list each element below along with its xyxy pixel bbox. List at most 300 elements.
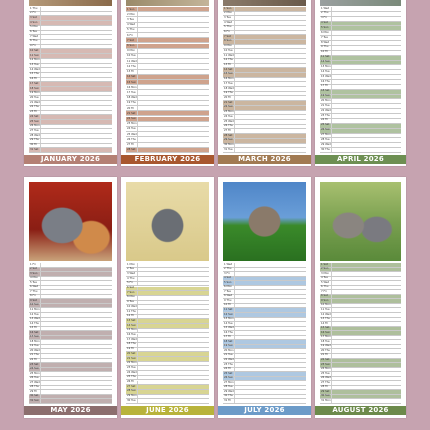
day-label: 7 Wed <box>30 34 39 38</box>
day-label: 13 Sat <box>127 318 136 322</box>
day-label: 25 Sun <box>30 119 40 123</box>
column-divider <box>331 99 332 103</box>
day-label: 26 Thu <box>127 137 136 141</box>
day-row <box>126 148 209 153</box>
day-label: 7 Tue <box>224 289 231 293</box>
day-label: 5 Sun <box>224 280 232 284</box>
day-label: 3 Fri <box>321 16 327 20</box>
day-label: 5 Sun <box>321 25 329 29</box>
day-label: 29 Mon <box>127 394 137 398</box>
day-label: 6 Mon <box>224 285 232 289</box>
day-label: 27 Fri <box>127 143 135 147</box>
column-divider <box>331 75 332 79</box>
day-label: 25 Wed <box>224 119 234 123</box>
column-divider <box>234 308 235 312</box>
column-divider <box>234 299 235 303</box>
dog-photo <box>223 0 306 6</box>
column-divider <box>40 263 41 267</box>
day-label: 13 Mon <box>321 64 331 68</box>
day-label: 14 Fri <box>321 321 329 325</box>
column-divider <box>331 268 332 272</box>
column-divider <box>331 85 332 89</box>
day-label: 25 Wed <box>127 132 137 136</box>
day-label: 22 Sat <box>321 358 330 362</box>
column-divider <box>331 304 332 308</box>
column-divider <box>331 318 332 322</box>
day-label: 17 Tue <box>127 90 136 94</box>
day-label: 25 Sat <box>321 123 330 127</box>
day-label: 21 Tue <box>224 353 233 357</box>
month-card-february <box>121 0 214 166</box>
column-divider <box>137 38 138 42</box>
day-label: 11 Tue <box>321 307 330 311</box>
day-label: 17 Mon <box>321 335 331 339</box>
column-divider <box>137 90 138 94</box>
column-divider <box>331 345 332 349</box>
column-divider <box>331 129 332 133</box>
day-label: 19 Sun <box>224 344 234 348</box>
column-divider <box>137 338 138 342</box>
day-label: 19 Sun <box>321 94 331 98</box>
column-divider <box>40 363 41 367</box>
day-label: 8 Wed <box>321 40 330 44</box>
day-label: 11 Thu <box>127 309 136 313</box>
column-divider <box>40 78 41 82</box>
day-label: 29 Sat <box>321 389 330 393</box>
day-label: 14 Sun <box>127 323 137 327</box>
day-label: 14 Thu <box>30 321 39 325</box>
column-divider <box>40 68 41 72</box>
column-divider <box>40 106 41 110</box>
day-label: 24 Sun <box>30 367 40 371</box>
column-divider <box>234 54 235 58</box>
column-divider <box>137 75 138 79</box>
day-label: 31 Sun <box>30 398 40 402</box>
day-label: 16 Sun <box>321 330 331 334</box>
day-label: 16 Mon <box>224 77 234 81</box>
column-divider <box>40 35 41 39</box>
day-label: 22 Wed <box>321 108 331 112</box>
column-divider <box>137 122 138 126</box>
column-divider <box>331 377 332 381</box>
day-label: 20 Mon <box>321 98 331 102</box>
month-label: AUGUST 2026 <box>315 406 406 415</box>
column-divider <box>234 87 235 91</box>
day-label: 16 Thu <box>321 79 330 83</box>
day-label: 6 Fri <box>224 30 230 34</box>
day-label: 1 Sun <box>127 7 135 11</box>
column-divider <box>137 376 138 380</box>
day-label: 9 Tue <box>127 300 134 304</box>
column-divider <box>137 132 138 136</box>
day-label: 30 Thu <box>321 147 330 151</box>
column-divider <box>40 272 41 276</box>
day-label: 6 Tue <box>30 30 37 34</box>
dog-photo <box>126 182 209 261</box>
day-label: 19 Fri <box>127 347 135 351</box>
day-label: 7 Sun <box>127 290 135 294</box>
day-label: 1 Sat <box>321 262 328 266</box>
day-label: 25 Mon <box>30 371 40 375</box>
day-label: 30 Tue <box>127 398 136 402</box>
day-label: 6 Sat <box>127 286 134 289</box>
day-label: 25 Thu <box>127 375 136 379</box>
day-label: 1 Wed <box>224 262 233 266</box>
column-divider <box>40 21 41 25</box>
column-divider <box>331 65 332 69</box>
column-divider <box>234 345 235 349</box>
day-label: 16 Mon <box>127 85 137 89</box>
day-label: 25 Tue <box>321 371 330 375</box>
day-label: 3 Fri <box>224 271 230 275</box>
day-label: 1 Fri <box>30 262 36 266</box>
day-label: 9 Sun <box>321 298 329 302</box>
dog-photo <box>320 182 401 261</box>
column-divider <box>234 318 235 322</box>
day-label: 12 Tue <box>30 312 39 316</box>
day-rows <box>320 7 401 153</box>
dog-photo <box>29 182 112 261</box>
column-divider <box>331 322 332 326</box>
day-label: 23 Tue <box>127 365 136 369</box>
day-label: 20 Fri <box>127 106 135 110</box>
day-label: 15 Sat <box>321 326 330 330</box>
column-divider <box>234 363 235 367</box>
day-label: 4 Sun <box>30 20 38 24</box>
column-divider <box>40 386 41 390</box>
day-label: 26 Mon <box>30 124 40 128</box>
day-label: 27 Fri <box>224 128 232 132</box>
day-label: 3 Wed <box>127 271 136 275</box>
day-label: 7 Fri <box>321 289 327 293</box>
day-label: 22 Wed <box>224 358 234 362</box>
month-label: JULY 2026 <box>218 406 311 415</box>
day-label: 9 Thu <box>321 45 329 49</box>
day-label: 27 Mon <box>224 380 234 384</box>
day-label: 20 Mon <box>224 348 234 352</box>
day-row <box>223 399 306 404</box>
day-label: 9 Mon <box>127 49 135 53</box>
month-card-march <box>218 0 311 166</box>
day-label: 17 Fri <box>321 84 329 88</box>
day-label: 10 Fri <box>224 303 232 307</box>
column-divider <box>331 359 332 363</box>
day-label: 15 Sun <box>127 80 137 84</box>
column-divider <box>234 45 235 49</box>
day-label: 18 Mon <box>30 339 40 343</box>
column-divider <box>234 68 235 72</box>
day-label: 15 Wed <box>224 326 234 330</box>
day-label: 12 Sun <box>224 312 234 316</box>
day-label: 26 Thu <box>224 124 233 128</box>
column-divider <box>40 92 41 96</box>
column-divider <box>234 16 235 20</box>
day-label: 4 Sat <box>321 21 328 25</box>
column-divider <box>234 272 235 276</box>
column-divider <box>40 395 41 399</box>
column-divider <box>234 82 235 86</box>
column-divider <box>331 95 332 99</box>
day-label: 29 Sun <box>224 138 234 142</box>
column-divider <box>40 96 41 100</box>
column-divider <box>331 138 332 142</box>
column-divider <box>331 336 332 340</box>
day-label: 15 Sun <box>224 72 234 76</box>
column-divider <box>40 101 41 105</box>
column-divider <box>331 124 332 128</box>
column-divider <box>331 7 332 11</box>
column-divider <box>40 139 41 143</box>
column-divider <box>40 73 41 77</box>
day-label: 18 Sat <box>224 339 233 343</box>
day-label: 9 Fri <box>30 44 36 48</box>
day-label: 13 Thu <box>321 317 330 321</box>
day-label: 21 Thu <box>30 353 39 357</box>
day-label: 2 Mon <box>127 12 135 16</box>
day-label: 21 Sat <box>127 111 136 115</box>
column-divider <box>234 148 235 152</box>
column-divider <box>137 101 138 105</box>
day-label: 23 Fri <box>30 110 38 114</box>
column-divider <box>40 308 41 312</box>
column-divider <box>40 26 41 30</box>
day-label: 17 Sun <box>30 335 40 339</box>
column-divider <box>234 64 235 68</box>
column-divider <box>40 322 41 326</box>
column-divider <box>331 109 332 113</box>
column-divider <box>234 304 235 308</box>
column-divider <box>40 299 41 303</box>
column-divider <box>234 78 235 82</box>
column-divider <box>137 371 138 375</box>
column-divider <box>137 263 138 267</box>
day-label: 29 Fri <box>30 389 38 393</box>
column-divider <box>234 35 235 39</box>
column-divider <box>40 49 41 53</box>
column-divider <box>331 368 332 372</box>
column-divider <box>137 282 138 286</box>
day-label: 8 Sun <box>127 44 135 47</box>
column-divider <box>234 331 235 335</box>
column-divider <box>331 281 332 285</box>
column-divider <box>137 137 138 141</box>
day-label: 16 Fri <box>30 77 38 81</box>
column-divider <box>137 111 138 115</box>
day-label: 19 Thu <box>127 101 136 105</box>
column-divider <box>331 56 332 60</box>
day-label: 10 Tue <box>127 54 136 58</box>
day-row <box>320 399 401 404</box>
day-row <box>320 148 401 153</box>
day-label: 15 Fri <box>30 326 38 330</box>
column-divider <box>40 354 41 358</box>
column-divider <box>40 281 41 285</box>
column-divider <box>331 390 332 394</box>
column-divider <box>234 286 235 290</box>
day-label: 24 Wed <box>127 370 137 374</box>
day-label: 13 Wed <box>30 317 40 321</box>
day-label: 19 Mon <box>30 91 40 95</box>
column-divider <box>137 334 138 338</box>
month-card-july <box>218 177 311 418</box>
day-rows <box>126 263 209 404</box>
day-label: 13 Tue <box>30 63 39 67</box>
column-divider <box>40 372 41 376</box>
day-label: 15 Thu <box>30 72 39 76</box>
column-divider <box>137 12 138 16</box>
column-divider <box>331 290 332 294</box>
column-divider <box>331 119 332 123</box>
column-divider <box>331 399 332 403</box>
day-label: 2 Thu <box>321 11 329 15</box>
day-label: 21 Wed <box>30 100 40 104</box>
day-label: 14 Sat <box>127 75 136 79</box>
month-card-january <box>24 0 117 166</box>
day-label: 21 Sat <box>224 100 233 104</box>
column-divider <box>234 129 235 133</box>
day-label: 3 Tue <box>127 17 134 21</box>
column-divider <box>137 343 138 347</box>
day-label: 6 Mon <box>321 30 329 34</box>
day-label: 13 Fri <box>127 70 135 74</box>
day-label: 15 Wed <box>321 74 331 78</box>
day-label: 31 Tue <box>224 147 233 151</box>
day-label: 18 Wed <box>224 86 234 90</box>
column-divider <box>40 336 41 340</box>
day-label: 4 Tue <box>321 276 328 280</box>
day-label: 7 Sat <box>224 34 231 38</box>
day-label: 11 Wed <box>127 59 137 63</box>
day-label: 2 Fri <box>30 11 36 15</box>
day-label: 28 Sat <box>127 148 136 152</box>
day-label: 5 Thu <box>127 28 135 32</box>
day-label: 30 Mon <box>224 143 234 147</box>
day-label: 26 Sun <box>321 128 331 132</box>
column-divider <box>137 385 138 389</box>
column-divider <box>331 17 332 21</box>
column-divider <box>234 101 235 105</box>
day-label: 29 Wed <box>224 389 234 393</box>
column-divider <box>331 70 332 74</box>
month-label: JUNE 2026 <box>121 406 214 415</box>
column-divider <box>40 144 41 148</box>
column-divider <box>331 51 332 55</box>
day-label: 20 Fri <box>224 95 232 99</box>
column-divider <box>331 22 332 26</box>
day-label: 28 Tue <box>321 137 330 141</box>
day-label: 17 Fri <box>224 335 232 339</box>
day-label: 7 Tue <box>321 35 328 39</box>
column-divider <box>137 366 138 370</box>
day-label: 27 Sat <box>127 384 136 388</box>
column-divider <box>137 17 138 21</box>
column-divider <box>234 390 235 394</box>
column-divider <box>234 263 235 267</box>
column-divider <box>40 327 41 331</box>
day-label: 1 Mon <box>127 262 135 266</box>
day-label: 24 Fri <box>321 118 329 122</box>
day-label: 6 Fri <box>127 33 133 37</box>
column-divider <box>40 286 41 290</box>
day-label: 8 Fri <box>30 294 36 298</box>
day-label: 11 Wed <box>224 53 234 57</box>
column-divider <box>234 144 235 148</box>
day-row <box>223 148 306 153</box>
column-divider <box>40 115 41 119</box>
column-divider <box>234 377 235 381</box>
day-label: 6 Thu <box>321 285 329 289</box>
day-label: 23 Thu <box>321 113 330 117</box>
day-label: 7 Thu <box>30 289 38 293</box>
day-label: 16 Tue <box>127 333 136 336</box>
day-label: 14 Tue <box>321 69 330 73</box>
month-label: APRIL 2026 <box>315 155 406 164</box>
day-label: 28 Sun <box>127 389 137 393</box>
day-label: 22 Mon <box>127 361 137 365</box>
column-divider <box>234 359 235 363</box>
day-rows <box>223 7 306 153</box>
column-divider <box>331 395 332 399</box>
column-divider <box>40 31 41 35</box>
day-label: 11 Sun <box>30 53 40 57</box>
column-divider <box>137 352 138 356</box>
day-label: 3 Mon <box>321 271 329 275</box>
day-label: 28 Fri <box>321 385 329 389</box>
day-label: 18 Thu <box>127 342 136 346</box>
day-label: 24 Tue <box>127 127 136 131</box>
day-label: 30 Sun <box>321 394 331 398</box>
column-divider <box>331 134 332 138</box>
column-divider <box>137 33 138 37</box>
day-label: 28 Sat <box>224 133 233 137</box>
column-divider <box>40 345 41 349</box>
day-label: 18 Tue <box>321 339 330 343</box>
day-label: 27 Wed <box>30 380 40 384</box>
day-label: 23 Mon <box>224 110 234 114</box>
day-row <box>126 399 209 404</box>
column-divider <box>331 143 332 147</box>
column-divider <box>331 386 332 390</box>
column-divider <box>137 399 138 403</box>
day-label: 9 Thu <box>224 298 232 302</box>
day-label: 24 Tue <box>224 114 233 118</box>
column-divider <box>137 117 138 121</box>
day-label: 5 Fri <box>127 281 133 285</box>
day-label: 13 Mon <box>224 317 234 321</box>
column-divider <box>234 349 235 353</box>
column-divider <box>234 40 235 44</box>
day-label: 28 Thu <box>30 385 39 389</box>
column-divider <box>331 313 332 317</box>
column-divider <box>40 268 41 272</box>
day-label: 4 Mon <box>30 276 38 280</box>
day-label: 26 Wed <box>321 376 331 380</box>
day-label: 26 Tue <box>30 376 39 380</box>
column-divider <box>137 287 138 291</box>
column-divider <box>40 45 41 49</box>
column-divider <box>40 16 41 20</box>
day-label: 19 Thu <box>224 91 233 95</box>
day-label: 22 Sun <box>127 117 137 120</box>
column-divider <box>137 106 138 110</box>
day-label: 20 Tue <box>30 95 39 99</box>
column-divider <box>40 64 41 68</box>
day-label: 19 Wed <box>321 344 331 348</box>
column-divider <box>137 143 138 147</box>
day-label: 1 Thu <box>30 6 38 10</box>
day-label: 31 Mon <box>321 398 331 402</box>
day-label: 11 Sat <box>321 55 330 59</box>
